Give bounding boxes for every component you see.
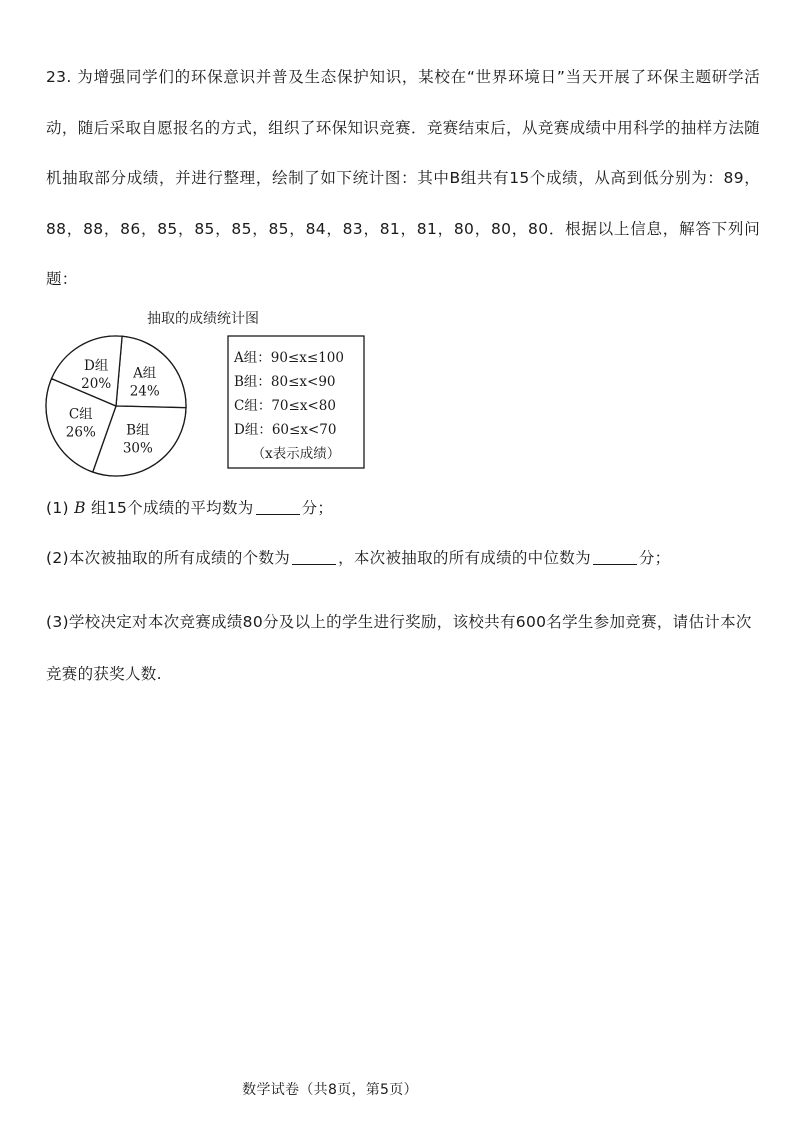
q2-part2: ，本次被抽取的所有成绩的中位数为 — [338, 549, 591, 567]
page-footer: 数学试卷（共8页，第5页） — [242, 1082, 418, 1098]
slice-percent-b: 30% — [122, 440, 153, 457]
slice-percent-d: 20% — [81, 375, 112, 392]
question-3 — [46, 596, 760, 700]
question-2 — [46, 544, 670, 572]
q2-suffix: 分； — [638, 549, 671, 567]
legend — [233, 350, 344, 462]
pie-chart — [44, 302, 374, 482]
problem-text: 23. 为增强同学们的环保意识并普及生态保护知识，某校在“世界环境日”当天开展了环保主题研学活动，随后采取自愿报名的方式，组织了环保知识竞赛．竞赛结束后，从竞赛成绩中用科学的抽样方法随机抽取部分成绩，并进行整理，绘制了如下统计图：其中B组共有15个成绩，从高到低分别为：89，88，88，86，85，85，85，85，84，83，81，81，80，80，80．根据以上信息，解答下列问题： — [46, 68, 760, 288]
problem-statement — [46, 52, 760, 305]
answer-blank-3[interactable] — [593, 548, 637, 565]
slice-percent-a: 24% — [129, 383, 160, 400]
legend-item-2: B组：80≤x<90 — [234, 374, 336, 390]
chart-title: 抽取的成绩统计图 — [147, 311, 259, 327]
pie-chart-figure — [44, 302, 374, 482]
q2-part1: (2)本次被抽取的所有成绩的个数为 — [46, 549, 291, 567]
slice-label-b: B组 — [126, 422, 150, 439]
q3-text: (3)学校决定对本次竞赛成绩80分及以上的学生进行奖励，该校共有600名学生参加竞赛，请估计本次竞赛的获奖人数. — [46, 613, 752, 683]
answer-blank-1[interactable] — [256, 498, 300, 515]
legend-item-4: D组：60≤x<70 — [234, 422, 337, 438]
slice-label-a: A组 — [133, 365, 157, 382]
answer-blank-2[interactable] — [292, 548, 336, 565]
slice-label-c: C组 — [68, 406, 93, 423]
legend-item-1: A组：90≤x≤100 — [234, 350, 344, 366]
slice-percent-c: 26% — [65, 424, 96, 441]
slice-label-d: D组 — [84, 357, 109, 374]
legend-item-3: C组：70≤x<80 — [234, 398, 336, 414]
q1-suffix: 分； — [301, 499, 334, 517]
legend-item-5: （x表示成绩） — [251, 446, 341, 462]
q1-text: 组15个成绩的平均数为 — [91, 499, 254, 517]
q1-prefix: (1) — [46, 499, 69, 517]
pie-slices — [46, 336, 186, 476]
question-1 — [46, 494, 333, 522]
q1-variable: B — [74, 499, 86, 517]
